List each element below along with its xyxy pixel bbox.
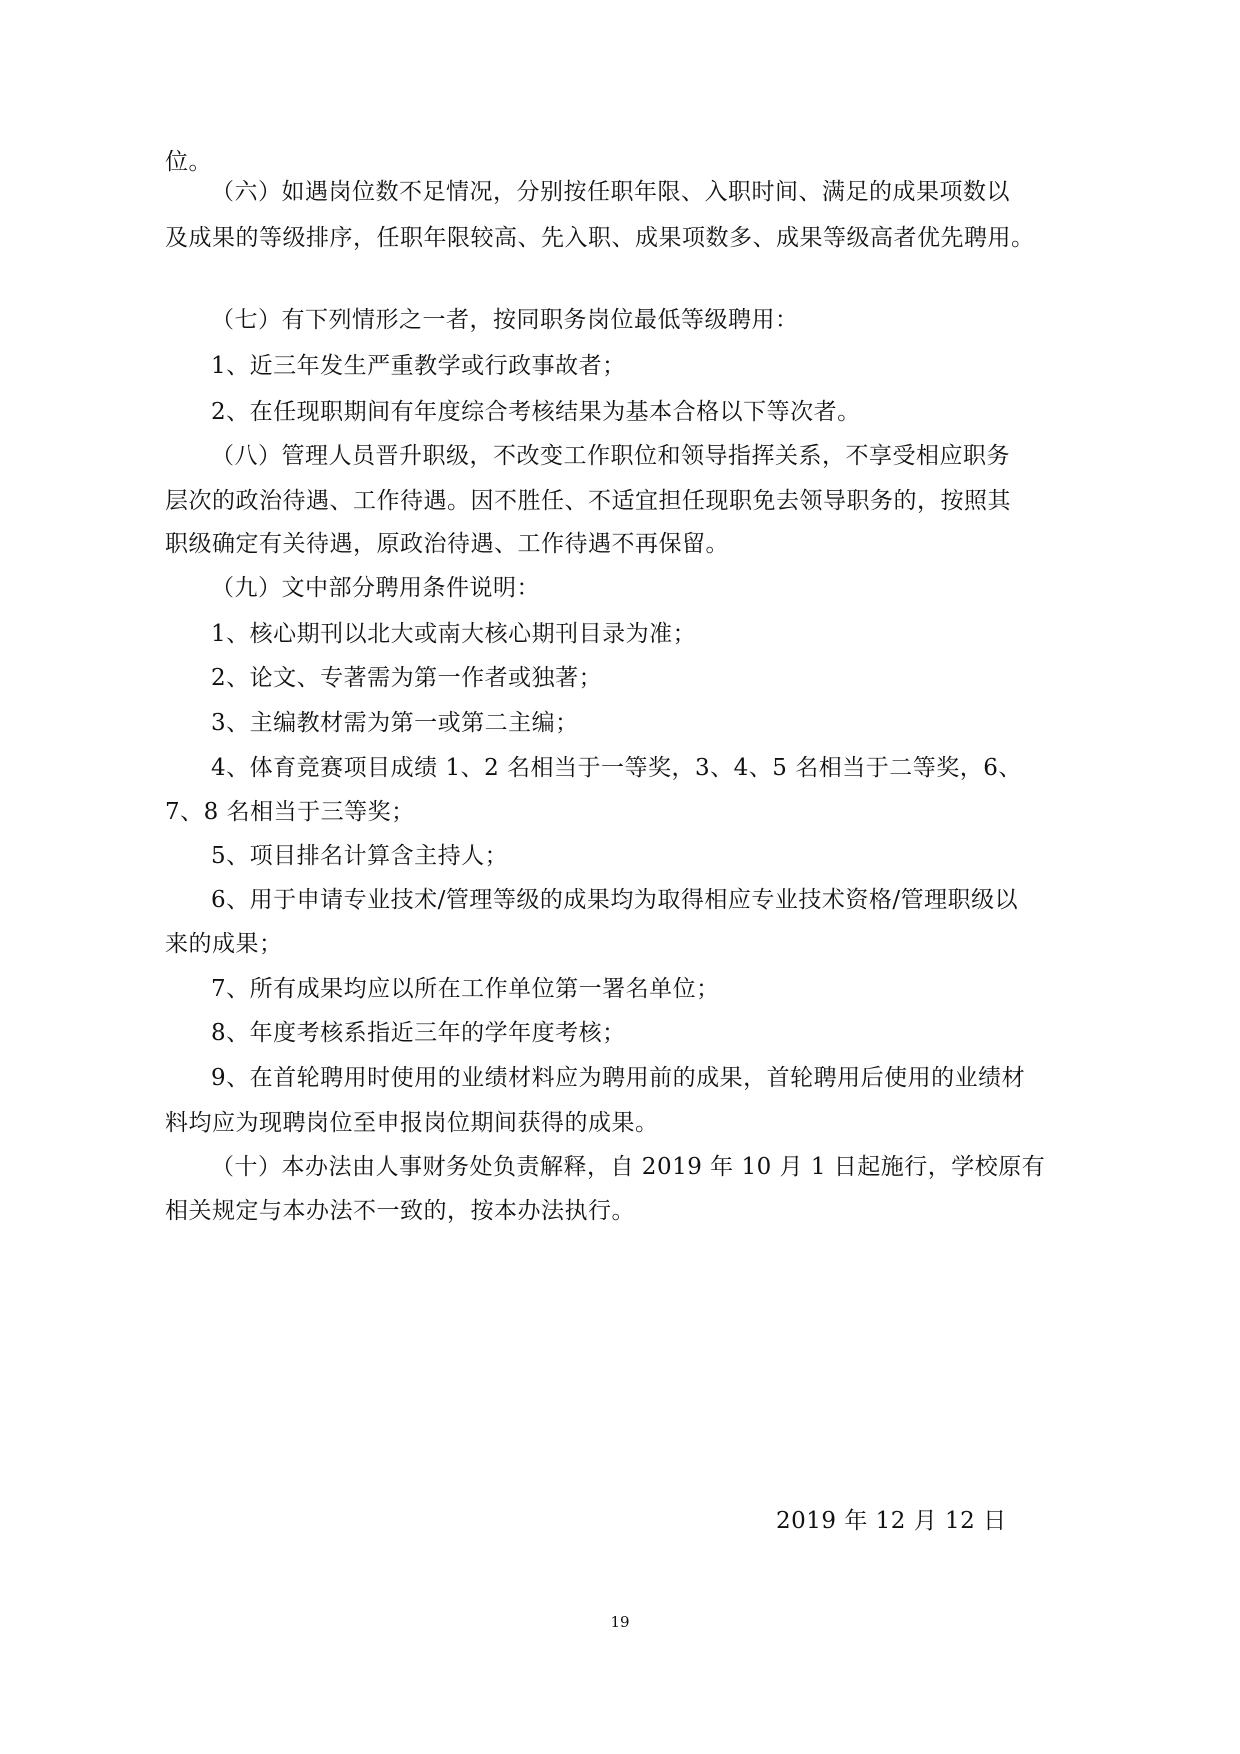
text-line: 及成果的等级排序，任职年限较高、先入职、成果项数多、成果等级高者优先聘用。 bbox=[165, 225, 1035, 251]
text-line: 料均应为现聘岗位至申报岗位期间获得的成果。 bbox=[165, 1110, 659, 1136]
text-line: （七）有下列情形之一者，按同职务岗位最低等级聘用： bbox=[211, 307, 799, 333]
text-line: 2、在任现职期间有年度综合考核结果为基本合格以下等次者。 bbox=[211, 399, 861, 425]
text-line: （八）管理人员晋升职级，不改变工作职位和领导指挥关系，不享受相应职务 bbox=[211, 443, 1010, 469]
text-line: 相关规定与本办法不一致的，按本办法执行。 bbox=[165, 1198, 635, 1224]
text-line: 来的成果； bbox=[165, 931, 283, 957]
text-line: 8、年度考核系指近三年的学年度考核； bbox=[211, 1020, 626, 1046]
text-line: （九）文中部分聘用条件说明： bbox=[211, 575, 540, 601]
text-line: 1、近三年发生严重教学或行政事故者； bbox=[211, 353, 626, 379]
text-line: （六）如遇岗位数不足情况，分别按任职年限、入职时间、满足的成果项数以 bbox=[211, 179, 1010, 205]
text-line: 6、用于申请专业技术/管理等级的成果均为取得相应专业技术资格/管理职级以 bbox=[211, 887, 1019, 913]
text-line: 1、核心期刊以北大或南大核心期刊目录为准； bbox=[211, 621, 697, 647]
text-line: 5、项目排名计算含主持人； bbox=[211, 843, 509, 869]
text-line: 7、所有成果均应以所在工作单位第一署名单位； bbox=[211, 976, 720, 1002]
text-line: 位。 bbox=[165, 149, 212, 175]
text-line: 职级确定有关待遇，原政治待遇、工作待遇不再保留。 bbox=[165, 531, 729, 557]
document-date: 2019 年 12 月 12 日 bbox=[776, 1508, 1007, 1534]
text-line: 3、主编教材需为第一或第二主编； bbox=[211, 710, 579, 736]
text-line: 4、体育竞赛项目成绩 1、2 名相当于一等奖，3、4、5 名相当于二等奖，6、 bbox=[211, 755, 1022, 781]
text-line: 层次的政治待遇、工作待遇。因不胜任、不适宜担任现职免去领导职务的，按照其 bbox=[165, 488, 1011, 514]
text-line: 7、8 名相当于三等奖； bbox=[165, 799, 415, 825]
text-line: （十）本办法由人事财务处负责解释，自 2019 年 10 月 1 日起施行，学校原有 bbox=[211, 1154, 1046, 1180]
page-number: 19 bbox=[610, 1613, 630, 1631]
text-line: 2、论文、专著需为第一作者或独著； bbox=[211, 665, 603, 691]
text-line: 9、在首轮聘用时使用的业绩材料应为聘用前的成果，首轮聘用后使用的业绩材 bbox=[211, 1065, 1026, 1091]
